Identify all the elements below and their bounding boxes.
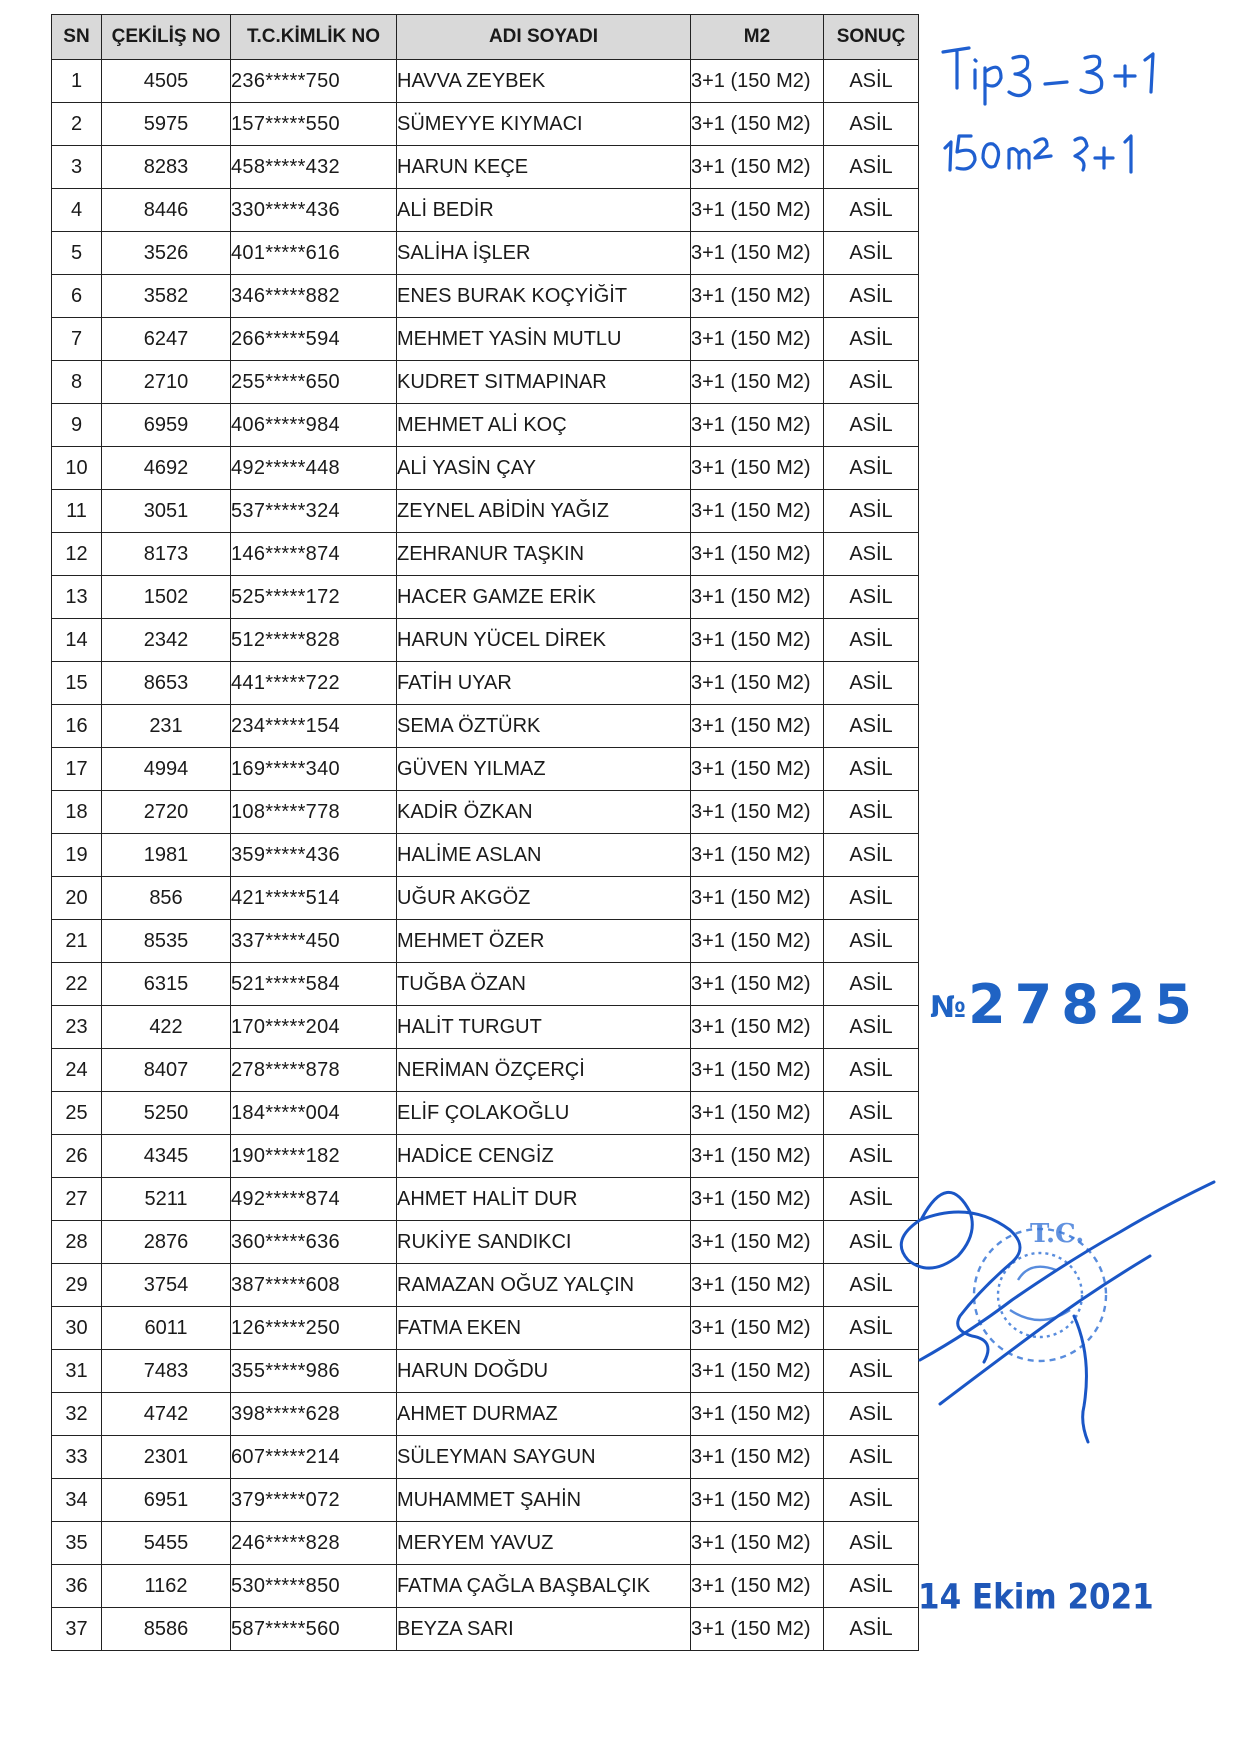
cell-tc-id: 387*****608 [231,1264,397,1307]
cell-name: FATMA EKEN [397,1307,691,1350]
cell-sn: 8 [52,361,102,404]
cell-sn: 11 [52,490,102,533]
cell-m2: 3+1 (150 M2) [691,1178,824,1221]
cell-m2: 3+1 (150 M2) [691,662,824,705]
cell-tc-id: 607*****214 [231,1436,397,1479]
cell-result: ASİL [824,1565,919,1608]
stamp-number-value: 27825 [968,973,1201,1036]
cell-tc-id: 492*****874 [231,1178,397,1221]
cell-name: NERİMAN ÖZÇERÇİ [397,1049,691,1092]
cell-result: ASİL [824,1436,919,1479]
cell-name: HARUN YÜCEL DİREK [397,619,691,662]
table-row [52,748,919,791]
cell-m2: 3+1 (150 M2) [691,1608,824,1651]
cell-result: ASİL [824,275,919,318]
cell-result: ASİL [824,318,919,361]
cell-tc-id: 108*****778 [231,791,397,834]
cell-m2: 3+1 (150 M2) [691,1565,824,1608]
cell-result: ASİL [824,1307,919,1350]
cell-result: ASİL [824,490,919,533]
table-row [52,834,919,877]
cell-tc-id: 146*****874 [231,533,397,576]
cell-tc-id: 266*****594 [231,318,397,361]
cell-sn: 27 [52,1178,102,1221]
table-row [52,1049,919,1092]
cell-result: ASİL [824,1479,919,1522]
cell-result: ASİL [824,189,919,232]
cell-tc-id: 255*****650 [231,361,397,404]
cell-draw-no: 1981 [102,834,231,877]
table-row [52,1522,919,1565]
cell-name: ENES BURAK KOÇYİĞİT [397,275,691,318]
cell-sn: 34 [52,1479,102,1522]
cell-sn: 15 [52,662,102,705]
cell-sn: 9 [52,404,102,447]
table-row [52,619,919,662]
header-name: ADI SOYADI [397,15,691,60]
cell-draw-no: 4692 [102,447,231,490]
table-row [52,1350,919,1393]
cell-name: UĞUR AKGÖZ [397,877,691,920]
table-row [52,533,919,576]
cell-draw-no: 5211 [102,1178,231,1221]
cell-sn: 28 [52,1221,102,1264]
cell-m2: 3+1 (150 M2) [691,1522,824,1565]
cell-result: ASİL [824,662,919,705]
cell-result: ASİL [824,1522,919,1565]
cell-name: AHMET HALİT DUR [397,1178,691,1221]
cell-draw-no: 6959 [102,404,231,447]
cell-name: RUKİYE SANDIKCI [397,1221,691,1264]
cell-name: RAMAZAN OĞUZ YALÇIN [397,1264,691,1307]
table-row [52,877,919,920]
cell-result: ASİL [824,877,919,920]
cell-draw-no: 8446 [102,189,231,232]
table-row [52,920,919,963]
cell-m2: 3+1 (150 M2) [691,1135,824,1178]
table-row [52,318,919,361]
table-row [52,361,919,404]
cell-draw-no: 8535 [102,920,231,963]
cell-draw-no: 231 [102,705,231,748]
cell-m2: 3+1 (150 M2) [691,1092,824,1135]
cell-name: FATİH UYAR [397,662,691,705]
cell-draw-no: 8173 [102,533,231,576]
cell-result: ASİL [824,1264,919,1307]
cell-name: ELİF ÇOLAKOĞLU [397,1092,691,1135]
cell-sn: 18 [52,791,102,834]
cell-result: ASİL [824,1350,919,1393]
cell-name: ALİ BEDİR [397,189,691,232]
cell-draw-no: 1162 [102,1565,231,1608]
cell-name: SÜMEYYE KIYMACI [397,103,691,146]
table-row [52,576,919,619]
cell-name: GÜVEN YILMAZ [397,748,691,791]
cell-sn: 13 [52,576,102,619]
cell-name: HAVVA ZEYBEK [397,60,691,103]
cell-m2: 3+1 (150 M2) [691,1393,824,1436]
table-row [52,963,919,1006]
cell-tc-id: 346*****882 [231,275,397,318]
table-row [52,447,919,490]
cell-sn: 37 [52,1608,102,1651]
cell-m2: 3+1 (150 M2) [691,834,824,877]
cell-sn: 4 [52,189,102,232]
cell-tc-id: 525*****172 [231,576,397,619]
cell-m2: 3+1 (150 M2) [691,1006,824,1049]
cell-name: MEHMET ÖZER [397,920,691,963]
cell-draw-no: 2342 [102,619,231,662]
cell-draw-no: 6011 [102,1307,231,1350]
cell-tc-id: 337*****450 [231,920,397,963]
table-row [52,1221,919,1264]
cell-sn: 7 [52,318,102,361]
cell-tc-id: 530*****850 [231,1565,397,1608]
cell-result: ASİL [824,1393,919,1436]
cell-draw-no: 2301 [102,1436,231,1479]
cell-m2: 3+1 (150 M2) [691,877,824,920]
cell-result: ASİL [824,533,919,576]
cell-sn: 24 [52,1049,102,1092]
cell-sn: 36 [52,1565,102,1608]
cell-result: ASİL [824,232,919,275]
cell-result: ASİL [824,963,919,1006]
cell-tc-id: 441*****722 [231,662,397,705]
cell-m2: 3+1 (150 M2) [691,1350,824,1393]
cell-tc-id: 458*****432 [231,146,397,189]
header-draw-no: ÇEKİLİŞ NO [102,15,231,60]
cell-draw-no: 5455 [102,1522,231,1565]
cell-result: ASİL [824,361,919,404]
cell-sn: 17 [52,748,102,791]
table-row [52,791,919,834]
cell-sn: 16 [52,705,102,748]
cell-sn: 25 [52,1092,102,1135]
cell-draw-no: 3582 [102,275,231,318]
cell-result: ASİL [824,404,919,447]
table-body [52,60,919,1651]
cell-tc-id: 401*****616 [231,232,397,275]
cell-sn: 22 [52,963,102,1006]
cell-tc-id: 360*****636 [231,1221,397,1264]
cell-result: ASİL [824,834,919,877]
cell-m2: 3+1 (150 M2) [691,1307,824,1350]
cell-sn: 2 [52,103,102,146]
cell-tc-id: 330*****436 [231,189,397,232]
cell-m2: 3+1 (150 M2) [691,189,824,232]
cell-draw-no: 7483 [102,1350,231,1393]
cell-m2: 3+1 (150 M2) [691,576,824,619]
cell-m2: 3+1 (150 M2) [691,705,824,748]
cell-result: ASİL [824,447,919,490]
table-row [52,1307,919,1350]
cell-name: FATMA ÇAĞLA BAŞBALÇIK [397,1565,691,1608]
cell-tc-id: 398*****628 [231,1393,397,1436]
cell-m2: 3+1 (150 M2) [691,146,824,189]
cell-sn: 10 [52,447,102,490]
cell-m2: 3+1 (150 M2) [691,275,824,318]
cell-tc-id: 278*****878 [231,1049,397,1092]
cell-sn: 26 [52,1135,102,1178]
cell-name: HALİME ASLAN [397,834,691,877]
cell-result: ASİL [824,705,919,748]
header-result: SONUÇ [824,15,919,60]
cell-m2: 3+1 (150 M2) [691,1264,824,1307]
number-sign: № [930,990,967,1025]
cell-tc-id: 190*****182 [231,1135,397,1178]
cell-sn: 31 [52,1350,102,1393]
cell-sn: 1 [52,60,102,103]
cell-draw-no: 4345 [102,1135,231,1178]
cell-name: MEHMET ALİ KOÇ [397,404,691,447]
cell-m2: 3+1 (150 M2) [691,361,824,404]
cell-tc-id: 537*****324 [231,490,397,533]
cell-draw-no: 3754 [102,1264,231,1307]
table-row [52,60,919,103]
table-row [52,189,919,232]
cell-draw-no: 4742 [102,1393,231,1436]
svg-text:T.C.: T.C. [1030,1219,1085,1249]
header-m2: M2 [691,15,824,60]
cell-result: ASİL [824,1178,919,1221]
table-row [52,1178,919,1221]
cell-tc-id: 234*****154 [231,705,397,748]
cell-m2: 3+1 (150 M2) [691,1436,824,1479]
cell-name: HACER GAMZE ERİK [397,576,691,619]
table-header [52,15,919,60]
header-row [52,15,919,60]
cell-draw-no: 2720 [102,791,231,834]
table-row [52,1565,919,1608]
table-row [52,705,919,748]
cell-result: ASİL [824,791,919,834]
cell-name: SALİHA İŞLER [397,232,691,275]
cell-m2: 3+1 (150 M2) [691,404,824,447]
cell-tc-id: 421*****514 [231,877,397,920]
table-row [52,1092,919,1135]
cell-sn: 29 [52,1264,102,1307]
cell-draw-no: 6951 [102,1479,231,1522]
table-row [52,662,919,705]
cell-sn: 35 [52,1522,102,1565]
cell-m2: 3+1 (150 M2) [691,1049,824,1092]
table-row [52,275,919,318]
cell-result: ASİL [824,1608,919,1651]
cell-result: ASİL [824,60,919,103]
cell-result: ASİL [824,576,919,619]
cell-sn: 3 [52,146,102,189]
cell-m2: 3+1 (150 M2) [691,533,824,576]
cell-draw-no: 856 [102,877,231,920]
cell-result: ASİL [824,1006,919,1049]
cell-m2: 3+1 (150 M2) [691,447,824,490]
stamp-date: 14 Ekim 2021 [918,1577,1154,1618]
cell-sn: 32 [52,1393,102,1436]
cell-sn: 30 [52,1307,102,1350]
cell-name: KADİR ÖZKAN [397,791,691,834]
cell-name: AHMET DURMAZ [397,1393,691,1436]
table-row [52,103,919,146]
cell-tc-id: 126*****250 [231,1307,397,1350]
cell-name: HALİT TURGUT [397,1006,691,1049]
cell-m2: 3+1 (150 M2) [691,60,824,103]
cell-name: ZEHRANUR TAŞKIN [397,533,691,576]
cell-result: ASİL [824,103,919,146]
cell-m2: 3+1 (150 M2) [691,619,824,662]
cell-draw-no: 2876 [102,1221,231,1264]
cell-draw-no: 8586 [102,1608,231,1651]
cell-tc-id: 184*****004 [231,1092,397,1135]
table-row [52,1436,919,1479]
cell-tc-id: 236*****750 [231,60,397,103]
cell-m2: 3+1 (150 M2) [691,963,824,1006]
stamp-number [930,973,1201,1036]
table-row [52,1006,919,1049]
cell-draw-no: 5250 [102,1092,231,1135]
cell-draw-no: 422 [102,1006,231,1049]
cell-m2: 3+1 (150 M2) [691,490,824,533]
results-table [51,14,919,1651]
cell-m2: 3+1 (150 M2) [691,1221,824,1264]
cell-draw-no: 6315 [102,963,231,1006]
cell-result: ASİL [824,1135,919,1178]
cell-sn: 14 [52,619,102,662]
table-row [52,1479,919,1522]
cell-sn: 6 [52,275,102,318]
cell-tc-id: 587*****560 [231,1608,397,1651]
cell-draw-no: 5975 [102,103,231,146]
table-row [52,1608,919,1651]
cell-name: MUHAMMET ŞAHİN [397,1479,691,1522]
cell-m2: 3+1 (150 M2) [691,318,824,361]
cell-name: SEMA ÖZTÜRK [397,705,691,748]
cell-tc-id: 170*****204 [231,1006,397,1049]
cell-draw-no: 4994 [102,748,231,791]
cell-draw-no: 3526 [102,232,231,275]
cell-sn: 21 [52,920,102,963]
cell-name: MEHMET YASİN MUTLU [397,318,691,361]
cell-sn: 12 [52,533,102,576]
table-row [52,146,919,189]
cell-tc-id: 169*****340 [231,748,397,791]
cell-draw-no: 4505 [102,60,231,103]
cell-m2: 3+1 (150 M2) [691,103,824,146]
cell-name: HADİCE CENGİZ [397,1135,691,1178]
table-row [52,1264,919,1307]
cell-draw-no: 6247 [102,318,231,361]
cell-name: TUĞBA ÖZAN [397,963,691,1006]
handwritten-note [935,30,1215,190]
cell-m2: 3+1 (150 M2) [691,920,824,963]
header-tc-id: T.C.KİMLİK NO [231,15,397,60]
cell-tc-id: 492*****448 [231,447,397,490]
cell-draw-no: 8407 [102,1049,231,1092]
cell-name: HARUN KEÇE [397,146,691,189]
cell-tc-id: 521*****584 [231,963,397,1006]
table-row [52,404,919,447]
cell-sn: 19 [52,834,102,877]
cell-sn: 23 [52,1006,102,1049]
cell-name: MERYEM YAVUZ [397,1522,691,1565]
cell-sn: 20 [52,877,102,920]
cell-name: HARUN DOĞDU [397,1350,691,1393]
cell-draw-no: 8283 [102,146,231,189]
cell-name: ZEYNEL ABİDİN YAĞIZ [397,490,691,533]
cell-m2: 3+1 (150 M2) [691,232,824,275]
cell-tc-id: 157*****550 [231,103,397,146]
cell-tc-id: 406*****984 [231,404,397,447]
cell-draw-no: 1502 [102,576,231,619]
cell-name: SÜLEYMAN SAYGUN [397,1436,691,1479]
cell-m2: 3+1 (150 M2) [691,748,824,791]
cell-name: KUDRET SITMAPINAR [397,361,691,404]
cell-name: BEYZA SARI [397,1608,691,1651]
table-row [52,1393,919,1436]
cell-tc-id: 359*****436 [231,834,397,877]
cell-result: ASİL [824,1049,919,1092]
cell-tc-id: 246*****828 [231,1522,397,1565]
cell-m2: 3+1 (150 M2) [691,791,824,834]
cell-m2: 3+1 (150 M2) [691,1479,824,1522]
cell-draw-no: 2710 [102,361,231,404]
cell-result: ASİL [824,1092,919,1135]
cell-result: ASİL [824,748,919,791]
cell-result: ASİL [824,1221,919,1264]
cell-tc-id: 379*****072 [231,1479,397,1522]
cell-name: ALİ YASİN ÇAY [397,447,691,490]
table-row [52,232,919,275]
cell-sn: 33 [52,1436,102,1479]
cell-tc-id: 355*****986 [231,1350,397,1393]
cell-draw-no: 3051 [102,490,231,533]
cell-result: ASİL [824,920,919,963]
cell-sn: 5 [52,232,102,275]
header-sn: SN [52,15,102,60]
cell-result: ASİL [824,146,919,189]
cell-result: ASİL [824,619,919,662]
cell-draw-no: 8653 [102,662,231,705]
cell-tc-id: 512*****828 [231,619,397,662]
table-row [52,490,919,533]
table-row [52,1135,919,1178]
